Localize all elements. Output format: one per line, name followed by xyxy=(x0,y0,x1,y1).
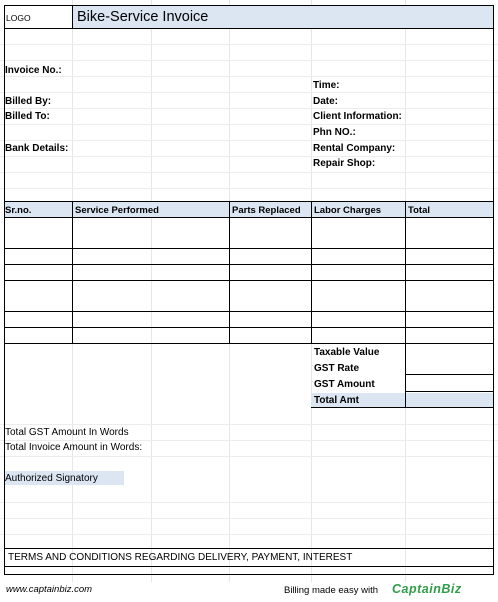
captainbiz-logo: CaptainBiz xyxy=(392,582,462,596)
phone-no-label: Phn NO.: xyxy=(313,127,356,138)
invoice-no-label: Invoice No.: xyxy=(5,65,62,76)
logo-placeholder: LOGO xyxy=(6,13,31,23)
rental-company-label: Rental Company: xyxy=(313,143,396,154)
gst-amount-in-words-label: Total GST Amount In Words xyxy=(5,427,129,438)
invoice-amount-in-words-label: Total Invoice Amount in Words: xyxy=(5,442,143,453)
total-amount-label: Total Amt xyxy=(314,395,359,406)
repair-shop-label: Repair Shop: xyxy=(313,158,376,169)
page-title: Bike-Service Invoice xyxy=(77,9,209,25)
gst-amount-label: GST Amount xyxy=(314,379,375,390)
bank-details-label: Bank Details: xyxy=(5,143,69,154)
column-header-service: Service Performed xyxy=(75,205,159,216)
time-label: Time: xyxy=(313,80,340,91)
column-header-labor: Labor Charges xyxy=(314,205,382,216)
footer-tagline: Billing made easy with xyxy=(284,585,378,596)
taxable-value-label: Taxable Value xyxy=(314,347,380,358)
date-label: Date: xyxy=(313,96,339,107)
billed-to-label: Billed To: xyxy=(5,111,50,122)
column-header-total: Total xyxy=(408,205,430,216)
column-header-parts: Parts Replaced xyxy=(232,205,301,216)
column-header-srno: Sr.no. xyxy=(5,205,32,216)
gst-rate-label: GST Rate xyxy=(314,363,360,374)
client-information-label: Client Information: xyxy=(313,111,402,122)
authorized-signatory-label: Authorized Signatory xyxy=(5,473,98,484)
billed-by-label: Billed By: xyxy=(5,96,52,107)
terms-and-conditions: TERMS AND CONDITIONS REGARDING DELIVERY, PAYMENT, INTEREST xyxy=(8,552,353,563)
website-link[interactable]: www.captainbiz.com xyxy=(6,584,93,595)
